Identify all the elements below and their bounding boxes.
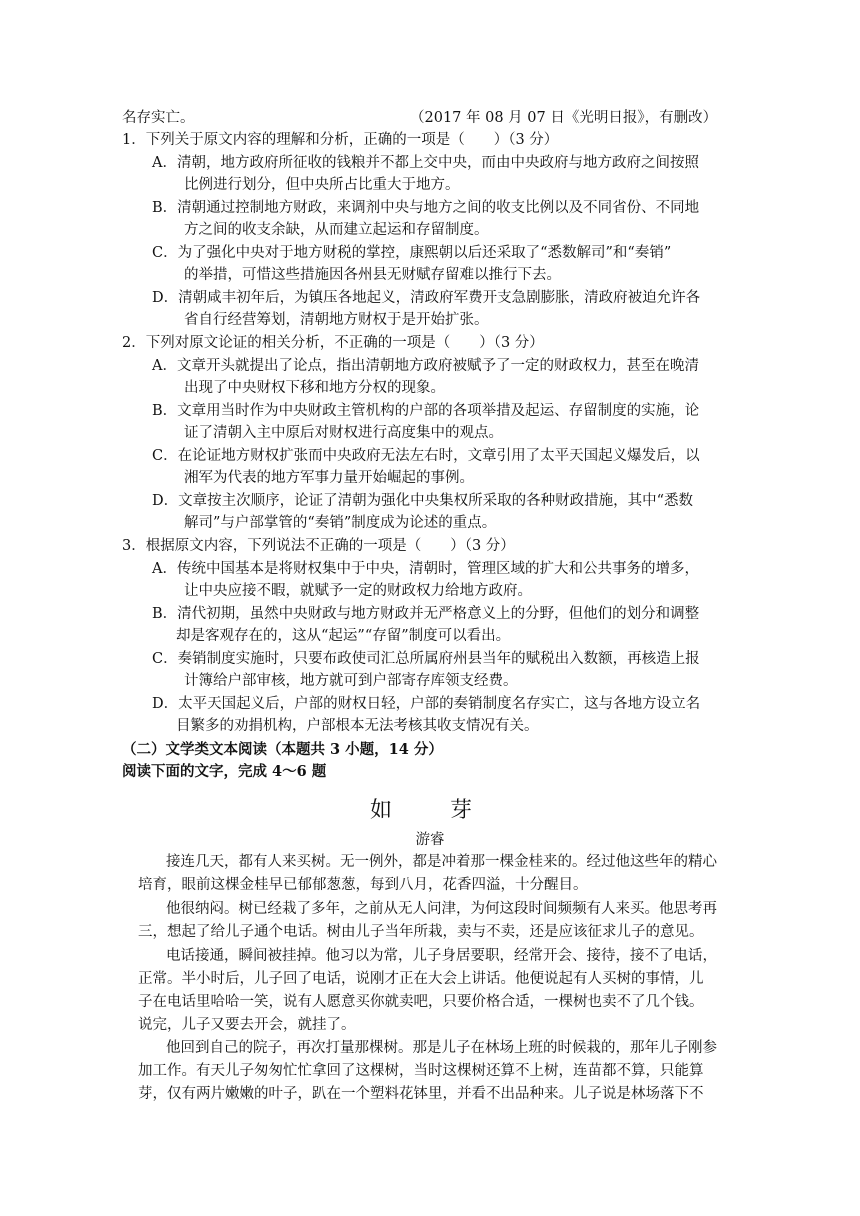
story-paragraph-2-cont: 三，想起了给儿子通个电话。树由儿子当年所栽，卖与不卖，还是应该征求儿子的意见。 (138, 924, 704, 940)
question-3-option-c: C．奏销制度实施时，只要布政使司汇总所属府州县当年的赋税出入数额，再核造上报 (152, 651, 700, 667)
question-1-option-a-cont: 比例进行划分，但中央所占比重大于地方。 (184, 177, 460, 193)
question-3-stem: 3．根据原文内容，下列说法不正确的一项是（ ）（3 分） (122, 538, 515, 554)
story-paragraph-4-cont-1: 加工作。有天儿子匆匆忙忙拿回了这棵树，当时这棵树还算不上树，连苗都不算，只能算 (138, 1063, 704, 1079)
question-2-option-c-cont: 湘军为代表的地方军事力量开始崛起的事例。 (184, 470, 474, 486)
question-2-option-c: C．在论证地方财权扩张而中央政府无法左右时，文章引用了太平天国起义爆发后，以 (152, 448, 700, 464)
question-3-option-a-cont: 让中央应接不暇，就赋予一定的财政权力给地方政府。 (184, 583, 532, 599)
question-2-option-a-cont: 出现了中央财权下移和地方分权的现象。 (184, 380, 445, 396)
question-3-option-c-cont: 计簿给户部审核，地方就可到户部寄存库领支经费。 (184, 673, 518, 689)
question-1-stem: 1．下列关于原文内容的理解和分析，正确的一项是（ ）（3 分） (122, 132, 559, 148)
question-3-option-d-cont: 目繁多的劝捐机构，户部根本无法考核其收支情况有关。 (176, 718, 539, 734)
question-1-option-a: A．清朝，地方政府所征收的钱粮并不都上交中央，而由中央政府与地方政府之间按照 (152, 155, 699, 171)
story-paragraph-3-cont-3: 说完，儿子又要去开会，就挂了。 (138, 1017, 356, 1033)
section-heading: （二）文学类文本阅读（本题共 3 小题，14 分） (122, 741, 443, 758)
question-2-option-b-cont: 证了清朝入主中原后对财权进行高度集中的观点。 (184, 425, 503, 441)
question-1-option-d-cont: 省自行经营筹划，清朝地方财权于是开始扩张。 (184, 312, 489, 328)
story-paragraph-1-cont: 培育，眼前这棵金桂早已郁郁葱葱，每到八月，花香四溢，十分醒目。 (138, 877, 588, 893)
story-paragraph-1: 接连几天，都有人来买树。无一例外，都是冲着那一棵金桂来的。经过他这些年的精心 (166, 854, 717, 870)
question-1-option-d: D．清朝咸丰初年后，为镇压各地起义，清政府军费开支急剧膨胀，清政府被迫允许各 (152, 290, 701, 306)
question-3-option-a: A．传统中国基本是将财权集中于中央，清朝时，管理区域的扩大和公共事务的增多， (152, 561, 699, 577)
story-paragraph-3-cont-2: 子在电话里哈哈一笑，说有人愿意买你就卖吧，只要价格合适，一棵树也卖不了几个钱。 (138, 994, 704, 1010)
story-paragraph-3: 电话接通，瞬间被挂掉。他习以为常，儿子身居要职，经常开会、接待，接不了电话， (166, 948, 717, 964)
section-instruction: 阅读下面的文字，完成 4～6 题 (122, 763, 327, 780)
question-3-option-b-cont: 却是客观存在的，这从“起运”“存留”制度可以看出。 (176, 628, 511, 644)
source-citation: （2017 年 08 月 07 日《光明日报》，有删改） (410, 110, 718, 126)
question-2-option-b: B．文章用当时作为中央财政主管机构的户部的各项举措及起运、存留制度的实施，论 (152, 403, 700, 419)
question-2-stem: 2．下列对原文论证的相关分析，不正确的一项是（ ）（3 分） (122, 335, 544, 351)
carryover-text: 名存实亡。 (122, 110, 195, 126)
question-3-option-d: D．太平天国起义后，户部的财权日轻，户部的奏销制度名存实亡，这与各地方设立名 (152, 696, 701, 712)
question-2-option-a: A．文章开头就提出了论点，指出清朝地方政府被赋予了一定的财政权力，甚至在晚清 (152, 358, 699, 374)
question-3-option-b: B．清代初期，虽然中央财政与地方财政并无严格意义上的分野，但他们的划分和调整 (152, 606, 700, 622)
story-paragraph-2: 他很纳闷。树已经栽了多年，之前从无人问津，为何这段时间频频有人来买。他思考再 (166, 901, 717, 917)
story-author: 游睿 (415, 832, 445, 848)
story-paragraph-4: 他回到自己的院子，再次打量那棵树。那是儿子在林场上班的时候栽的，那年儿子刚参 (166, 1040, 717, 1056)
story-paragraph-4-cont-2: 芽，仅有两片嫩嫩的叶子，趴在一个塑料花钵里，并看不出品种来。儿子说是林场落下不 (138, 1086, 704, 1102)
question-1-option-b-cont: 方之间的收支余缺，从而建立起运和存留制度。 (184, 222, 489, 238)
question-1-option-b: B．清朝通过控制地方财政，来调剂中央与地方之间的收支比例以及不同省份、不同地 (152, 200, 700, 216)
question-1-option-c-cont: 的举措，可惜这些措施因各州县无财赋存留难以推行下去。 (184, 267, 561, 283)
question-1-option-c: C．为了强化中央对于地方财税的掌控，康熙朝以后还采取了“悉数解司”和“奏销” (152, 245, 672, 261)
question-2-option-d: D．文章按主次顺序，论证了清朝为强化中央集权所采取的各种财政措施，其中“悉数 (152, 493, 694, 509)
question-2-option-d-cont: 解司”与户部掌管的“奏销”制度成为论述的重点。 (184, 515, 497, 531)
story-title: 如 芽 (369, 798, 490, 823)
story-paragraph-3-cont-1: 正常。半小时后，儿子回了电话，说刚才正在大会上讲话。他便说起有人买树的事情，儿 (138, 971, 704, 987)
